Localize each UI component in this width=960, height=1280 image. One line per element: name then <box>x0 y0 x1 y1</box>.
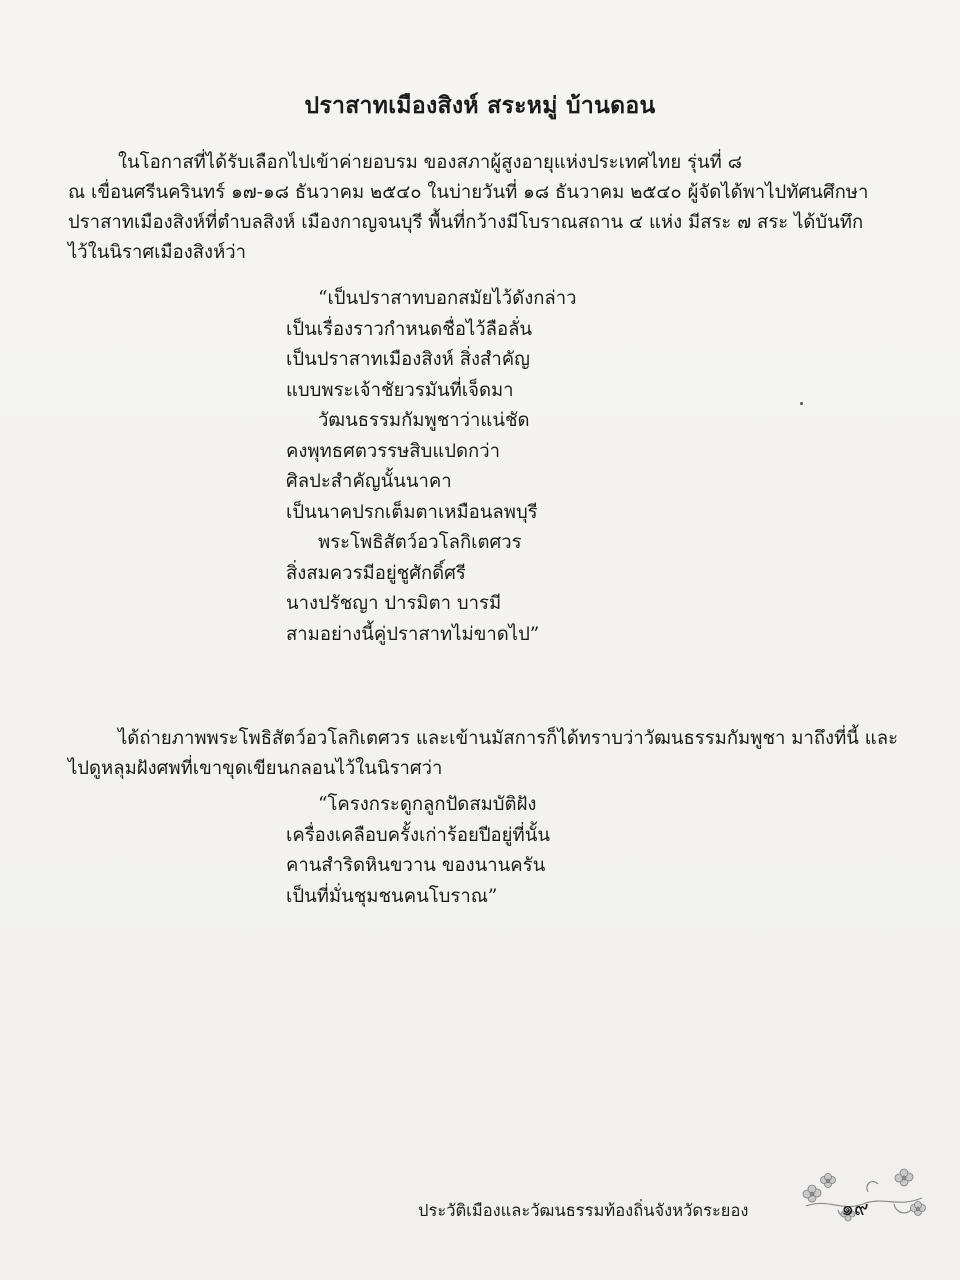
paragraph-line: ปราสาทเมืองสิงห์ที่ตำบลสิงห์ เมืองกาญจนบุรี พื้นที่กว้างมีโบราณสถาน ๔ แห่ง มีสระ ๗ สระ ได้บันทึก <box>68 212 864 233</box>
footer-book-title: ประวัติเมืองและวัฒนธรรมท้องถิ่นจังหวัดระยอง <box>418 1201 749 1220</box>
poem-line: “เป็นปราสาทบอกสมัยไว้ดังกล่าว <box>318 288 577 309</box>
poem-line: แบบพระเจ้าชัยวรมันที่เจ็ดมา <box>286 379 514 401</box>
paragraph-line: ณ เขื่อนศรีนครินทร์ ๑๗-๑๘ ธันวาคม ๒๕๔๐ ในบ่ายวันที่ ๑๘ ธันวาคม ๒๕๔๐ ผู้จัดได้พาไปทัศนศึกษา <box>68 182 869 203</box>
poem-line: นางปรัชญา ปารมิตา บารมี <box>286 593 502 614</box>
poem-line: สามอย่างนี้คู่ปราสาทไม่ขาดไป” <box>286 623 540 645</box>
poem-line: สิ่งสมควรมีอยู่ชูศักดิ์ศรี <box>286 562 466 584</box>
poem-nirat-muang-sing <box>286 284 577 650</box>
poem-burial <box>286 790 550 912</box>
poem-line: พระโพธิสัตว์อวโลกิเตศวร <box>318 532 522 553</box>
poem-line: วัฒนธรรมกัมพูชาว่าแน่ชัด <box>318 410 530 431</box>
paragraph-photo <box>68 724 898 784</box>
poem-line: เป็นเรื่องราวกำหนดชื่อไว้ลือลั่น <box>286 318 533 340</box>
poem-line: ศิลปะสำคัญนั้นนาคา <box>286 471 452 492</box>
poem-line: คงพุทธศตวรรษสิบแปดกว่า <box>286 440 500 462</box>
poem-line: เป็นที่มั่นชุมชนคนโบราณ” <box>286 885 498 907</box>
paragraph-line: ไว้ในนิราศเมืองสิงห์ว่า <box>68 242 247 263</box>
paragraph-line: ได้ถ่ายภาพพระโพธิสัตว์อวโลกิเตศวร และเข้านมัสการก็ได้ทราบว่าวัฒนธรรมกัมพูชา มาถึงที่นี้ และ <box>118 728 898 749</box>
paper-speck <box>800 402 803 405</box>
page-title: ปราสาทเมืองสิงห์ สระหมู่ บ้านดอน <box>304 92 656 119</box>
poem-line: “โครงกระดูกลูกปัดสมบัติฝัง <box>318 794 537 815</box>
page-number: ๑๙ <box>841 1196 869 1220</box>
paragraph-line: ในโอกาสที่ได้รับเลือกไปเข้าค่ายอบรม ของสภาผู้สูงอายุแห่งประเทศไทย รุ่นที่ ๘ <box>118 152 742 173</box>
paragraph-line: ไปดูหลุมฝังศพที่เขาขุดเขียนกลอนไว้ในนิราศว่า <box>68 758 443 779</box>
paragraph-intro <box>68 148 888 268</box>
poem-line: เป็นนาคปรกเต็มตาเหมือนลพบุรี <box>286 501 538 523</box>
poem-line: เครื่องเคลือบครั้งเก่าร้อยปีอยู่ที่นั้น <box>286 824 550 846</box>
poem-line: คานสำริดหินขวาน ของนานครัน <box>286 855 546 876</box>
poem-line: เป็นปราสาทเมืองสิงห์ สิ่งสำคัญ <box>286 349 530 370</box>
